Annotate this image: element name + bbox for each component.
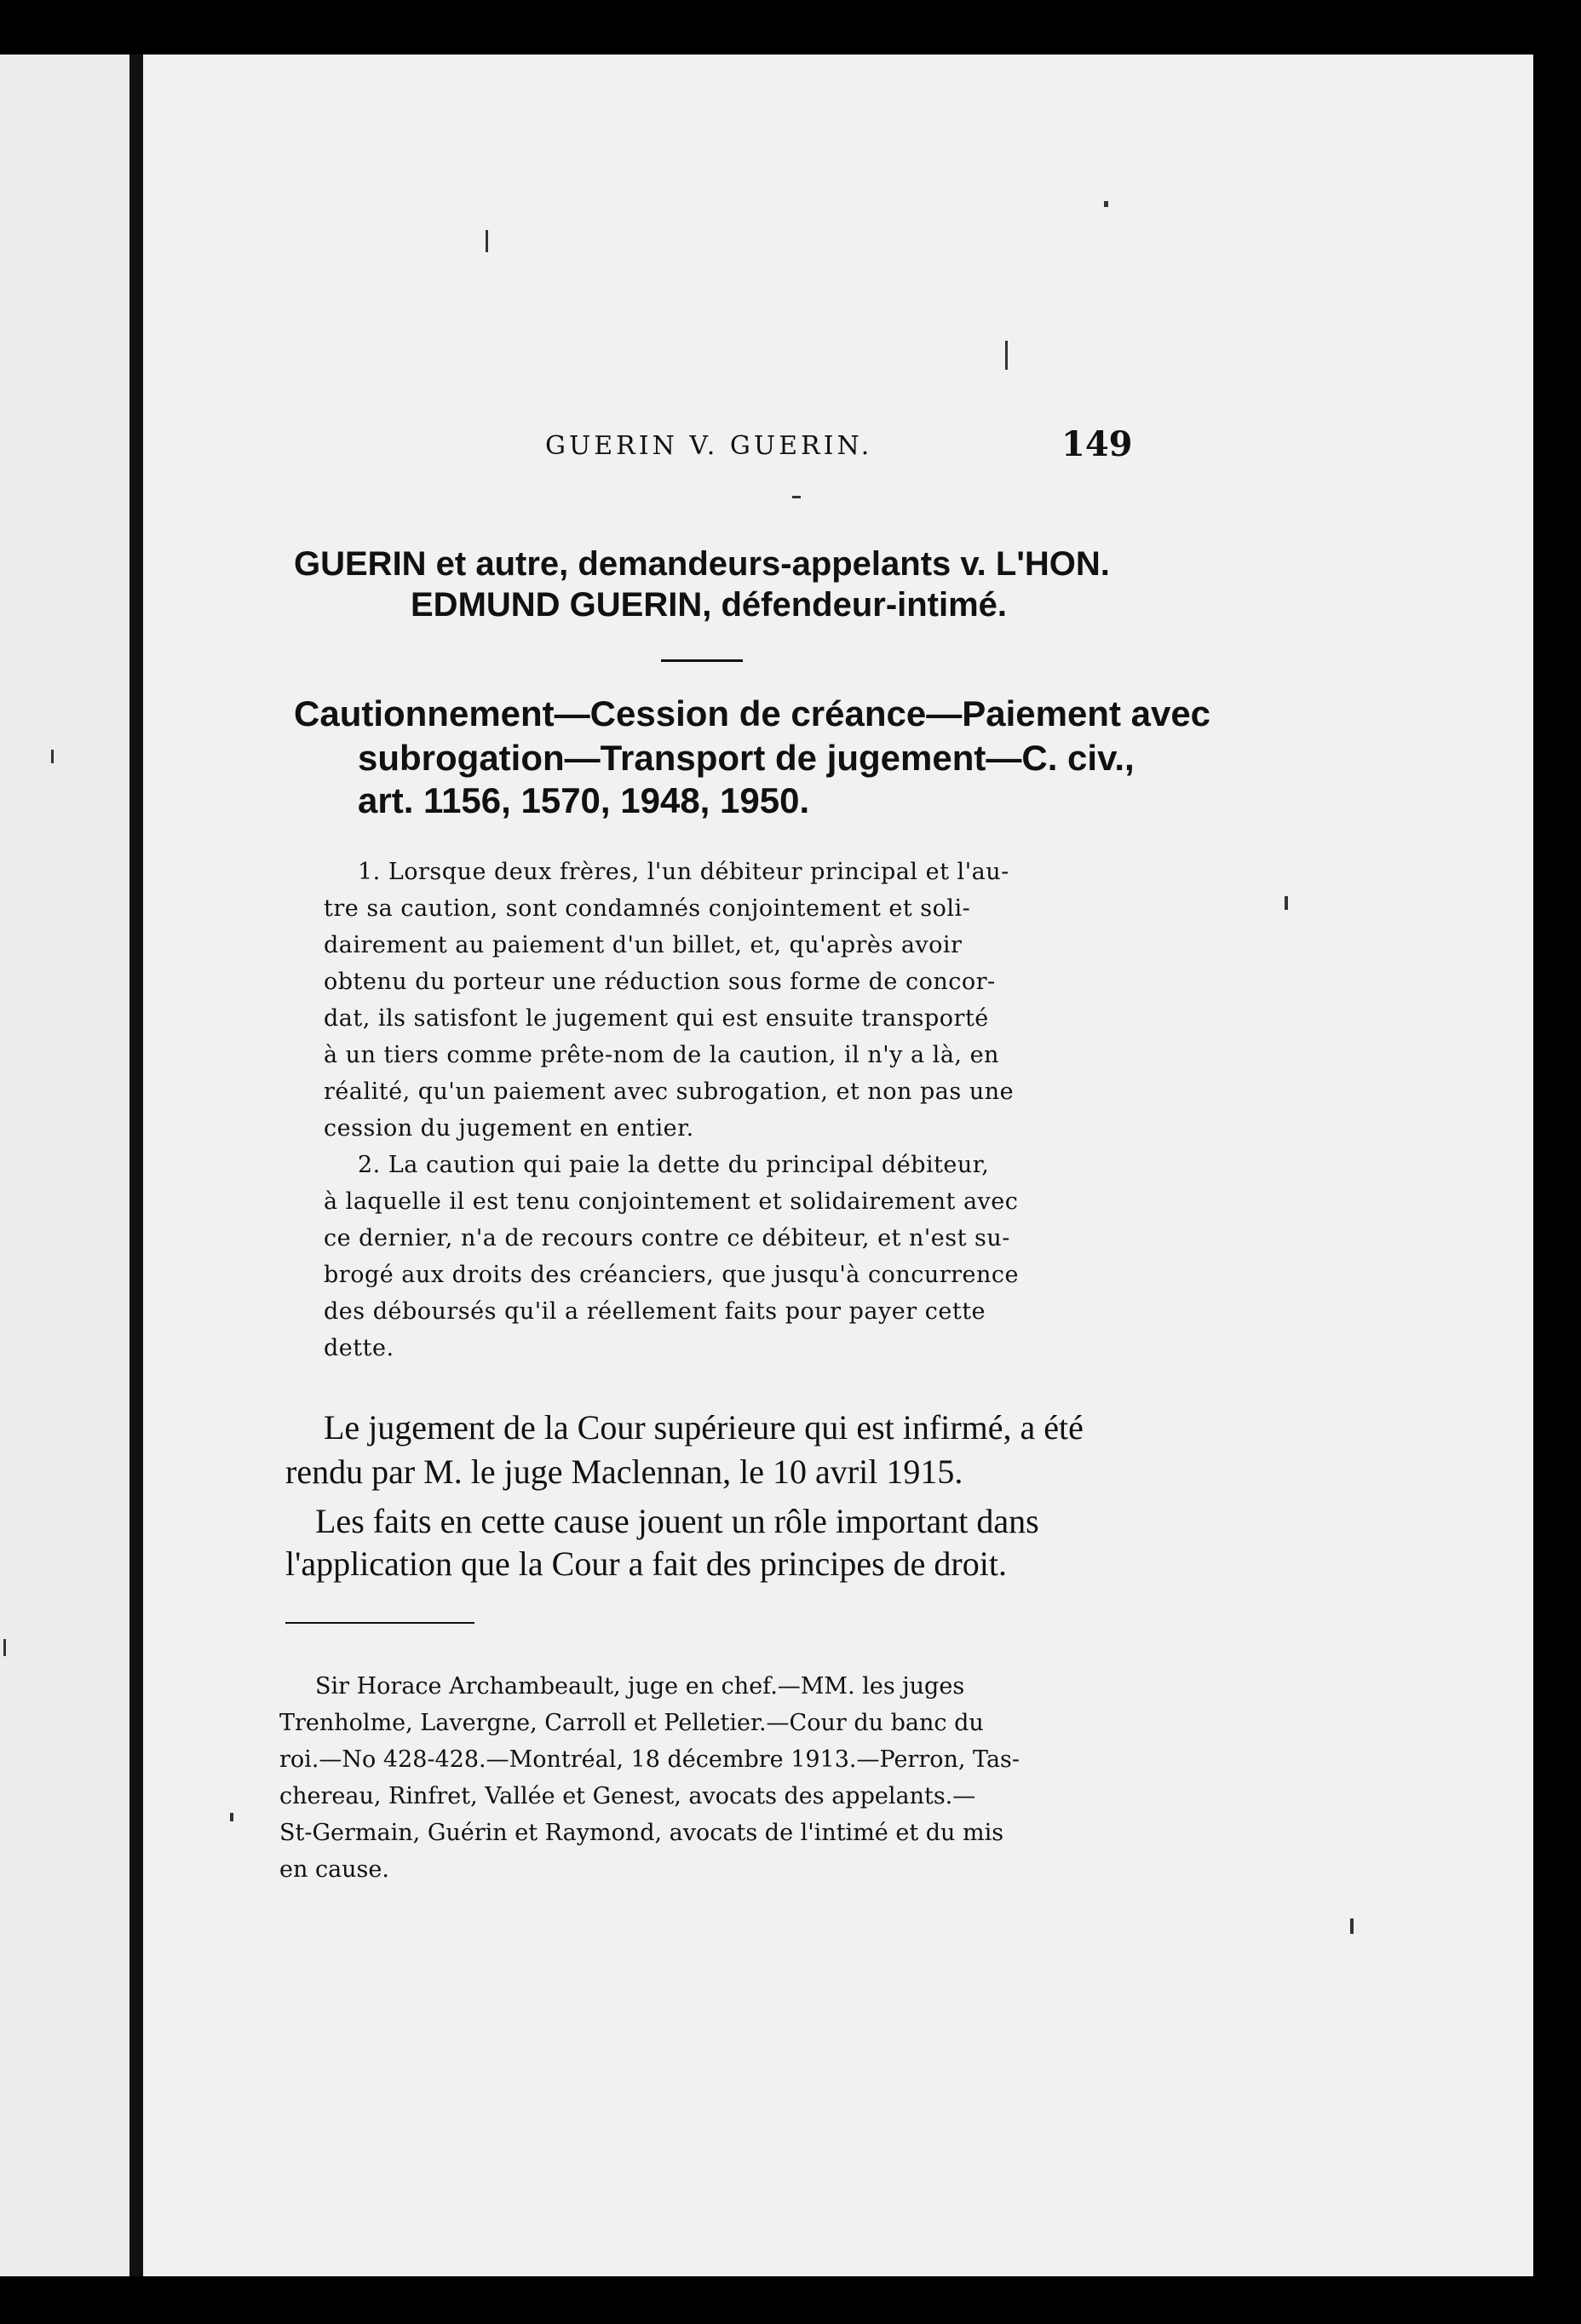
headnote-line: à laquelle il est tenu conjointement et solidairement avec [324, 1188, 1019, 1215]
headnote-line: obtenu du porteur une réduction sous forme de concor- [324, 969, 996, 995]
footnote-line: chereau, Rinfret, Vallée et Genest, avocats des appelants.— [279, 1783, 976, 1809]
case-title-line-2: EDMUND GUERIN, défendeur-intimé. [411, 586, 1008, 624]
scan-speck [792, 496, 801, 498]
headnote-line: des déboursés qu'il a réellement faits pour payer cette [324, 1298, 986, 1325]
book-gutter [129, 55, 143, 2276]
body-line: Les faits en cette cause jouent un rôle important dans [315, 1502, 1039, 1540]
case-title-line-1: GUERIN et autre, demandeurs-appelants v. L'HON. [294, 545, 1110, 583]
subject-line-3: art. 1156, 1570, 1948, 1950. [358, 780, 810, 820]
scan-border-right [1533, 0, 1581, 2324]
scan-speck [1005, 341, 1008, 370]
body-line: rendu par M. le juge Maclennan, le 10 avril 1915. [285, 1452, 963, 1491]
body-line: Le jugement de la Cour supérieure qui est infirmé, a été [324, 1408, 1084, 1447]
headnote-line: ce dernier, n'a de recours contre ce débiteur, et n'est su- [324, 1225, 1010, 1251]
scan-speck [51, 750, 54, 763]
scan-speck [486, 230, 488, 252]
footnote-line: St-Germain, Guérin et Raymond, avocats de l'intimé et du mis [279, 1820, 1004, 1846]
headnote-line: brogé aux droits des créanciers, que jusqu'à concurrence [324, 1262, 1019, 1288]
headnote-line: 1. Lorsque deux frères, l'un débiteur principal et l'au- [358, 859, 1009, 885]
subject-line-1: Cautionnement—Cession de créance—Paiement avec [294, 693, 1211, 733]
footnote-line: roi.—No 428-428.—Montréal, 18 décembre 1913.—Perron, Tas- [279, 1746, 1020, 1773]
scan-speck [1285, 896, 1288, 910]
headnote-line: à un tiers comme prête-nom de la caution, il n'y a là, en [324, 1042, 999, 1068]
scan-speck [3, 1639, 6, 1656]
scan-speck [230, 1813, 233, 1821]
body-line: l'application que la Cour a fait des principes de droit. [285, 1545, 1007, 1583]
subject-line-2: subrogation—Transport de jugement—C. civ., [358, 738, 1135, 778]
headnote-line: dat, ils satisfont le jugement qui est ensuite transporté [324, 1005, 989, 1032]
page-number: 149 [1061, 424, 1133, 464]
previous-page-edge [0, 55, 129, 2276]
scan-border-top [0, 0, 1581, 55]
footnote-line: en cause. [279, 1856, 389, 1883]
running-header-title: GUERIN V. GUERIN. [545, 431, 873, 461]
footnote-line: Trenholme, Lavergne, Carroll et Pelletier.—Cour du banc du [279, 1710, 984, 1736]
headnote-line: 2. La caution qui paie la dette du principal débiteur, [358, 1152, 990, 1178]
footnote-divider [285, 1622, 474, 1624]
scan-border-bottom [0, 2276, 1581, 2324]
headnote-line: tre sa caution, sont condamnés conjointement et soli- [324, 895, 971, 922]
headnote-line: cession du jugement en entier. [324, 1115, 694, 1142]
headnote-line: réalité, qu'un paiement avec subrogation, et non pas une [324, 1079, 1015, 1105]
title-divider [661, 659, 743, 662]
headnote-line: dairement au paiement d'un billet, et, qu'après avoir [324, 932, 963, 958]
scan-speck [1104, 201, 1108, 207]
footnote-line: Sir Horace Archambeault, juge en chef.—MM. les juges [315, 1673, 965, 1700]
headnote-line: dette. [324, 1335, 394, 1361]
scan-speck [1350, 1918, 1354, 1934]
